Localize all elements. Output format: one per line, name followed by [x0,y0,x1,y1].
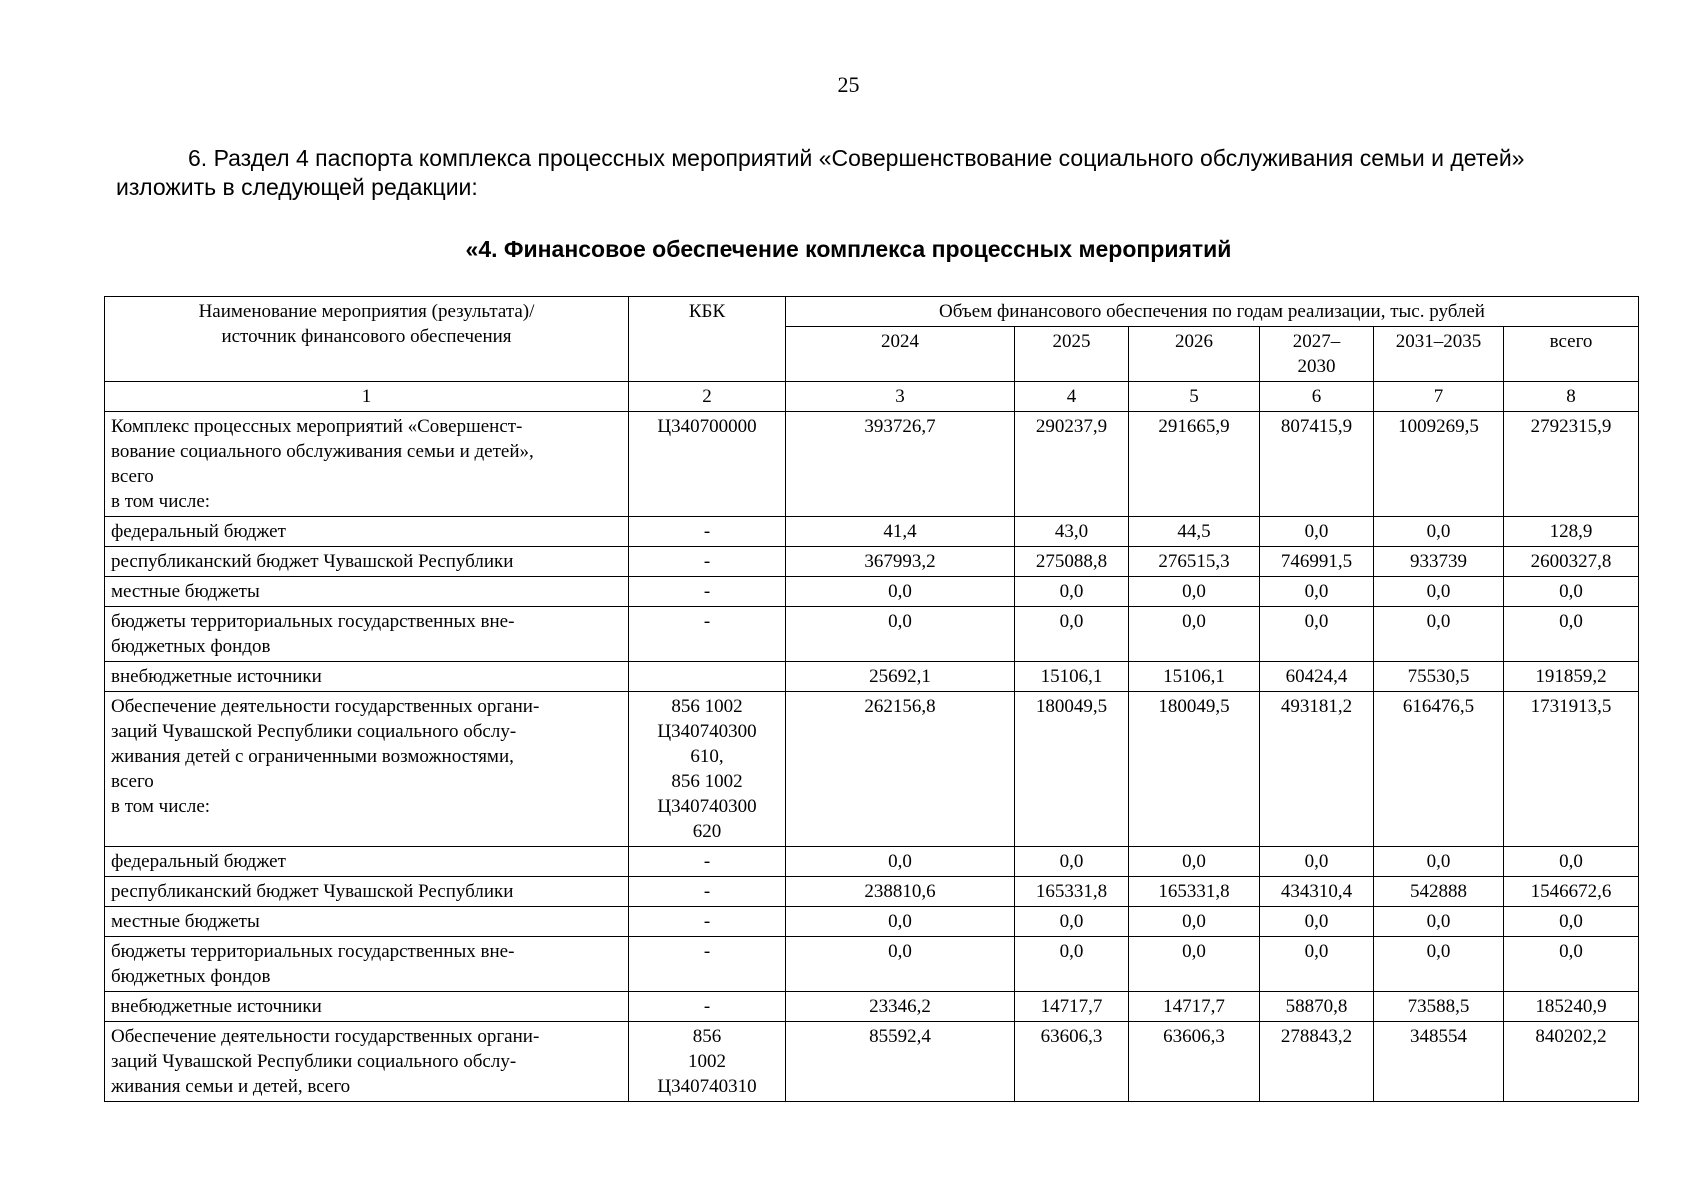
row-value: 58870,8 [1260,992,1374,1022]
row-name: местные бюджеты [105,907,629,937]
table-row [105,877,1639,907]
row-value: 275088,8 [1015,547,1129,577]
column-number: 7 [1374,382,1504,412]
row-value: 15106,1 [1015,662,1129,692]
row-name: Обеспечение деятельности государственных органи- заций Чувашской Республики социального обслу- живания семьи и детей, всего [105,1022,629,1102]
row-value: 0,0 [1374,517,1504,547]
table-body [105,382,1639,1102]
row-value: 348554 [1374,1022,1504,1102]
intro-paragraph [116,144,1596,202]
row-value: 278843,2 [1260,1022,1374,1102]
header-year-2025: 2025 [1015,327,1129,382]
row-value: 0,0 [1260,847,1374,877]
row-value: 75530,5 [1374,662,1504,692]
row-value: 0,0 [786,937,1015,992]
row-kbk: 856 1002 Ц340740300 610, 856 1002 Ц340740300 620 [629,692,786,847]
row-value: 0,0 [1129,577,1260,607]
row-value: 180049,5 [1129,692,1260,847]
row-value: 60424,4 [1260,662,1374,692]
table-row [105,577,1639,607]
header-name: Наименование мероприятия (результата)/ источник финансового обеспечения [105,297,629,382]
row-name: внебюджетные источники [105,992,629,1022]
row-value: 0,0 [1504,847,1639,877]
row-value: 165331,8 [1129,877,1260,907]
row-value: 2600327,8 [1504,547,1639,577]
row-value: 73588,5 [1374,992,1504,1022]
table-row [105,847,1639,877]
row-value: 291665,9 [1129,412,1260,517]
row-value: 276515,3 [1129,547,1260,577]
row-kbk: - [629,547,786,577]
row-value: 542888 [1374,877,1504,907]
row-value: 807415,9 [1260,412,1374,517]
table-row [105,1022,1639,1102]
column-number: 3 [786,382,1015,412]
row-value: 1009269,5 [1374,412,1504,517]
column-number: 2 [629,382,786,412]
row-kbk: 856 1002 Ц340740310 [629,1022,786,1102]
table-header [105,297,1639,382]
row-value: 0,0 [1374,847,1504,877]
row-value: 2792315,9 [1504,412,1639,517]
row-value: 128,9 [1504,517,1639,547]
row-value: 0,0 [1260,517,1374,547]
header-volume: Объем финансового обеспечения по годам реализации, тыс. рублей [786,297,1639,327]
row-value: 262156,8 [786,692,1015,847]
row-name: Комплекс процессных мероприятий «Совершенст- вование социального обслуживания семьи и детей», всего в том числе: [105,412,629,517]
header-total: всего [1504,327,1639,382]
row-value: 434310,4 [1260,877,1374,907]
row-value: 0,0 [1129,907,1260,937]
table-row [105,607,1639,662]
row-name: федеральный бюджет [105,517,629,547]
row-name: республиканский бюджет Чувашской Республики [105,547,629,577]
row-value: 185240,9 [1504,992,1639,1022]
row-value: 0,0 [786,577,1015,607]
table-row [105,412,1639,517]
table-row [105,907,1639,937]
row-value: 0,0 [1015,907,1129,937]
row-name: бюджеты территориальных государственных вне- бюджетных фондов [105,937,629,992]
row-value: 933739 [1374,547,1504,577]
row-name: Обеспечение деятельности государственных органи- заций Чувашской Республики социального обслу- живания детей с ограниченными возможностями, всего в том числе: [105,692,629,847]
row-value: 0,0 [1129,847,1260,877]
column-number: 5 [1129,382,1260,412]
row-value: 0,0 [1504,937,1639,992]
header-years-2031-2035: 2031–2035 [1374,327,1504,382]
column-number: 1 [105,382,629,412]
row-value: 0,0 [1260,607,1374,662]
row-value: 14717,7 [1015,992,1129,1022]
row-value: 393726,7 [786,412,1015,517]
row-value: 0,0 [1504,907,1639,937]
row-value: 746991,5 [1260,547,1374,577]
row-kbk [629,662,786,692]
row-kbk: - [629,907,786,937]
header-year-2024: 2024 [786,327,1015,382]
row-value: 0,0 [1504,607,1639,662]
page-number: 25 [837,72,860,97]
row-value: 0,0 [1260,907,1374,937]
row-value: 0,0 [1015,607,1129,662]
row-kbk: - [629,517,786,547]
row-kbk: - [629,992,786,1022]
row-value: 0,0 [1260,937,1374,992]
row-kbk: - [629,577,786,607]
row-value: 0,0 [1129,937,1260,992]
row-name: бюджеты территориальных государственных вне- бюджетных фондов [105,607,629,662]
row-value: 290237,9 [1015,412,1129,517]
row-value: 840202,2 [1504,1022,1639,1102]
table-row [105,547,1639,577]
row-value: 63606,3 [1015,1022,1129,1102]
row-value: 0,0 [1129,607,1260,662]
section-title: «4. Финансовое обеспечение комплекса процессных мероприятий [465,236,1232,262]
row-value: 0,0 [1374,577,1504,607]
row-value: 23346,2 [786,992,1015,1022]
row-value: 493181,2 [1260,692,1374,847]
row-name: республиканский бюджет Чувашской Республики [105,877,629,907]
row-value: 165331,8 [1015,877,1129,907]
row-value: 0,0 [1374,907,1504,937]
intro-line-2: изложить в следующей редакции: [116,174,478,200]
column-numbers-row [105,382,1639,412]
row-value: 43,0 [1015,517,1129,547]
row-value: 85592,4 [786,1022,1015,1102]
row-name: внебюджетные источники [105,662,629,692]
row-value: 15106,1 [1129,662,1260,692]
row-value: 63606,3 [1129,1022,1260,1102]
row-kbk: Ц340700000 [629,412,786,517]
row-value: 1546672,6 [1504,877,1639,907]
row-value: 0,0 [1015,937,1129,992]
row-value: 0,0 [1015,847,1129,877]
column-number: 6 [1260,382,1374,412]
row-value: 180049,5 [1015,692,1129,847]
table-row [105,662,1639,692]
row-kbk: - [629,937,786,992]
row-value: 1731913,5 [1504,692,1639,847]
row-value: 41,4 [786,517,1015,547]
column-number: 8 [1504,382,1639,412]
row-kbk: - [629,877,786,907]
table-row [105,937,1639,992]
row-value: 25692,1 [786,662,1015,692]
row-value: 0,0 [1374,607,1504,662]
table-row [105,992,1639,1022]
row-value: 0,0 [1504,577,1639,607]
row-name: федеральный бюджет [105,847,629,877]
row-value: 0,0 [786,907,1015,937]
financing-table [104,296,1639,1102]
row-value: 238810,6 [786,877,1015,907]
row-value: 0,0 [1015,577,1129,607]
row-value: 0,0 [1374,937,1504,992]
header-year-2026: 2026 [1129,327,1260,382]
table-row [105,517,1639,547]
intro-line-1: 6. Раздел 4 паспорта комплекса процессных мероприятий «Совершенствование социального обслуживания семьи и детей» [188,145,1525,171]
row-value: 44,5 [1129,517,1260,547]
header-years-2027-2030: 2027– 2030 [1260,327,1374,382]
row-value: 14717,7 [1129,992,1260,1022]
row-value: 191859,2 [1504,662,1639,692]
row-value: 0,0 [1260,577,1374,607]
header-kbk: КБК [629,297,786,382]
row-kbk: - [629,607,786,662]
column-number: 4 [1015,382,1129,412]
table-row [105,692,1639,847]
row-value: 0,0 [786,847,1015,877]
row-value: 616476,5 [1374,692,1504,847]
row-name: местные бюджеты [105,577,629,607]
row-value: 367993,2 [786,547,1015,577]
row-kbk: - [629,847,786,877]
row-value: 0,0 [786,607,1015,662]
